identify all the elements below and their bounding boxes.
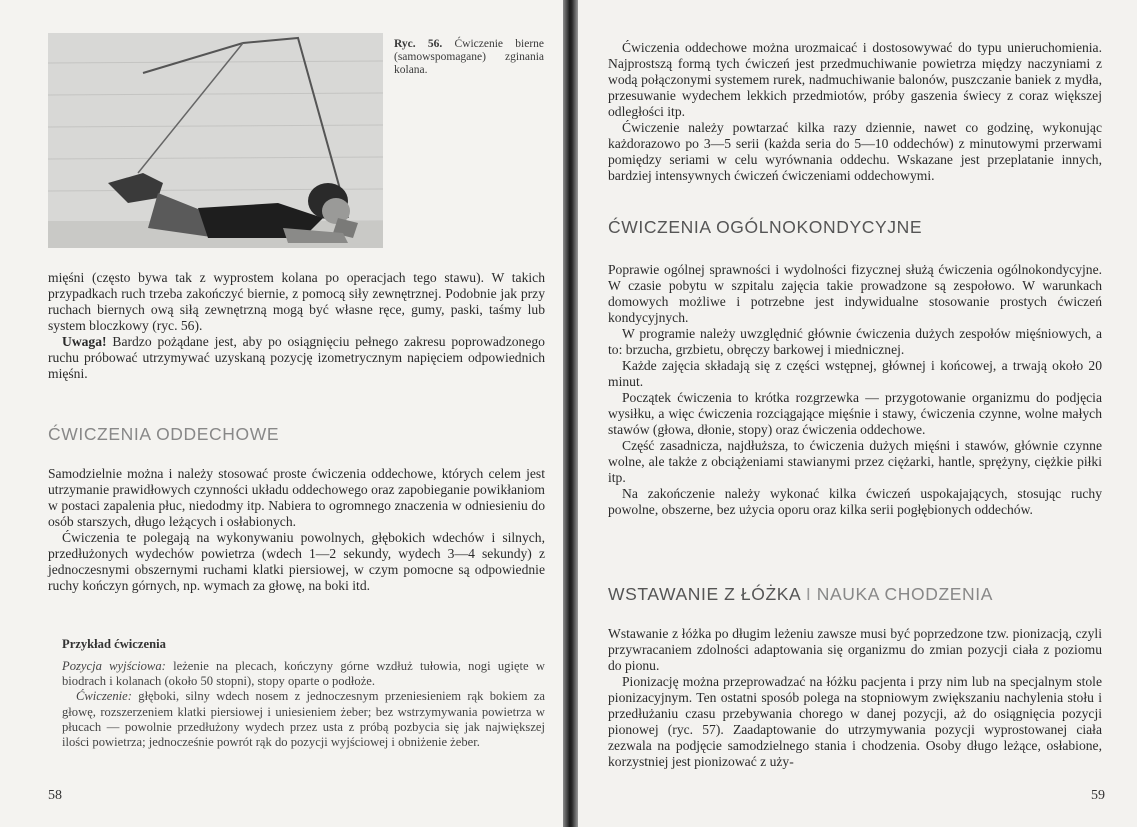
right-text-bottom — [608, 626, 1102, 770]
paragraph: W programie należy uwzględnić głównie ćwiczenia dużych zespołów mięśniowych, a to: brzucha, grzbietu, obręczy barkowej i miednicznej. — [608, 326, 1102, 357]
paragraph: Ćwiczenia oddechowe można urozmaicać i dostosowywać do typu unieruchomienia. Najprostszą formą tych ćwiczeń jest przedmuchiwanie powietrza między naczyniami z wodą połączonymi systemem rurek, nadmuchiwanie balonów, puszczanie baniek z mydła, przesuwanie wydechem lekkich przedmiotów, próby gaszenia świecy z coraz większej odległości itp. — [608, 40, 1102, 119]
book-spine — [563, 0, 578, 827]
right-page — [578, 0, 1137, 827]
example-block — [62, 636, 545, 750]
right-text-top — [608, 40, 1102, 184]
warning-text: Bardzo pożądane jest, aby po osiągnięciu pełnego zakresu poprowadzonego ruchu próbować utrzymywać uzyskaną pozycję izometrycznym napięciem odpowiednich mięśni. — [48, 334, 545, 381]
heading-bold-part: WSTAWANIE Z ŁÓŻKA — [608, 584, 801, 604]
left-page — [0, 0, 563, 827]
example-heading: Przykład ćwiczenia — [62, 637, 166, 651]
section-heading — [608, 584, 993, 605]
page-number: 58 — [48, 788, 62, 803]
heading-separator: I — [805, 584, 812, 604]
caption-number: Ryc. 56. — [394, 38, 443, 50]
exercise-photo — [48, 33, 383, 248]
page-number: 59 — [1091, 788, 1105, 803]
paragraph: Ćwiczenia te polegają na wykonywaniu powolnych, głębokich wdechów i silnych, przedłużonych wydechów powietrza (wdech 1—2 sekundy, wydech 3—4 sekundy) z jednoczesnymi obszernymi ruchami klatki piersiowej, w czym pomocne są odpowiednie ruchy kończyn górnych, np. wymach za głowę, na boki itd. — [48, 530, 545, 593]
right-text-middle — [608, 262, 1102, 518]
paragraph: Początek ćwiczenia to krótka rozgrzewka — przygotowanie organizmu do podjęcia wysiłku, a więc ćwiczenia rozciągające mięśnie i stawy, ćwiczenia czynne, wolne małych stawów (głowa, dłonie, stopy) oraz ćwiczenia oddechowe. — [608, 390, 1102, 437]
paragraph: Wstawanie z łóżka po długim leżeniu zawsze musi być poprzedzone tzw. pionizacją, czyli przywracaniem zdolności adaptowania się organizmu do zmian pozycji ciała z poziomu do pionu. — [608, 626, 1102, 673]
figure-caption — [394, 38, 544, 77]
exercise-label: Ćwiczenie: — [76, 689, 132, 704]
heading-light-part: NAUKA CHODZENIA — [816, 584, 993, 604]
paragraph: Każde zajęcia składają się z części wstępnej, głównej i końcowej, a trwają około 20 minut. — [608, 358, 1102, 389]
paragraph: Pionizację można przeprowadzać na łóżku pacjenta i przy nim lub na specjalnym stole pionizacyjnym. Ten ostatni sposób polega na stopniowym zwiększaniu nachylenia stołu i przedłużaniu czasu przebywania chorego w danej pozycji, aż do osiągnięcia pozycji pionowej (ryc. 57). Zaadaptowanie do utrzymywania pozycji wyprostowanej ciała zezwala na podjęcie samodzielnego stania i chodzenia. Osoby długo leżące, osłabione, korzystniej jest pionizować z uży- — [608, 674, 1102, 769]
left-text-top — [48, 270, 545, 382]
start-position — [62, 659, 545, 689]
paragraph: Samodzielnie można i należy stosować proste ćwiczenia oddechowe, których celem jest utrzymanie prawidłowych czynności układu oddechowego oraz zapobieganie powikłaniom w postaci zapalenia płuc, niedodmy itp. Nabiera to ogromnego znaczenia w odniesieniu do osób starszych, długo leżących i osłabionych. — [48, 466, 545, 529]
exercise-text: głęboki, silny wdech nosem z jednoczesnym przeniesieniem rąk bokiem za głowę, rozszerzeniem klatki piersiowej i uniesieniem żeber; bez wstrzymywania powietrza w płucach — powolnie przedłużony wydech przez usta z próbą pozbycia się jak największej ilości powietrza; jednocześnie powrót rąk do pozycji wyjściowej i obniżenie żeber. — [62, 689, 545, 750]
paragraph: Część zasadnicza, najdłuższa, to ćwiczenia dużych mięśni i stawów, głównie czynne wolne, ale także z obciążeniami stawianymi przez ciężarki, hantle, sprężyny, ciężkie piłki itp. — [608, 438, 1102, 485]
paragraph: Ćwiczenie należy powtarzać kilka razy dziennie, nawet co godzinę, wykonując każdorazowo po 3—5 serii (każda seria do 5—10 oddechów) z minutowymi przerwami pomiędzy seriami w celu wyrównania oddechu. Wskazane jest przeplatanie innych, bardziej intensywnych ćwiczeń ćwiczeniami oddechowymi. — [608, 120, 1102, 183]
warning-label: Uwaga! — [62, 334, 107, 349]
paragraph: Na zakończenie należy wykonać kilka ćwiczeń uspokajających, stosując ruchy powolne, obszerne, bez użycia oporu oraz kilka serii pogłębionych oddechów. — [608, 486, 1102, 517]
section-heading: ĆWICZENIA ODDECHOWE — [48, 424, 280, 444]
warning-paragraph — [48, 334, 545, 382]
section-heading: ĆWICZENIA OGÓLNOKONDYCYJNE — [608, 217, 923, 237]
left-text-middle — [48, 466, 545, 594]
start-position-text: leżenie na plecach, kończyny górne wzdłuż tułowia, nogi ugięte w biodrach i kolanach (około 50 stopni), stopy oparte o podłoże. — [62, 659, 545, 689]
start-position-label: Pozycja wyjściowa: — [62, 659, 166, 673]
paragraph: mięśni (często bywa tak z wyprostem kolana po operacjach tego stawu). W takich przypadkach ruch trzeba zakończyć biernie, z pomocą siły zewnętrznej. Podobnie jak przy ruchach biernych ową siłą zewnętrzną mogą być własne ręce, gumy, paski, taśmy lub system bloczkowy (ryc. 56). — [48, 270, 545, 333]
caption-text: Ćwiczenie bierne (samowspomagane) zginania kolana. — [394, 38, 545, 76]
exercise-description — [62, 689, 545, 750]
paragraph: Poprawie ogólnej sprawności i wydolności fizycznej służą ćwiczenia ogólnokondycyjne. W czasie pobytu w szpitalu zajęcia takie prowadzone są zespołowo. W warunkach domowych możliwe i potrzebne jest indywidualne stosowanie prostych ćwiczeń kondycyjnych. — [608, 262, 1102, 325]
